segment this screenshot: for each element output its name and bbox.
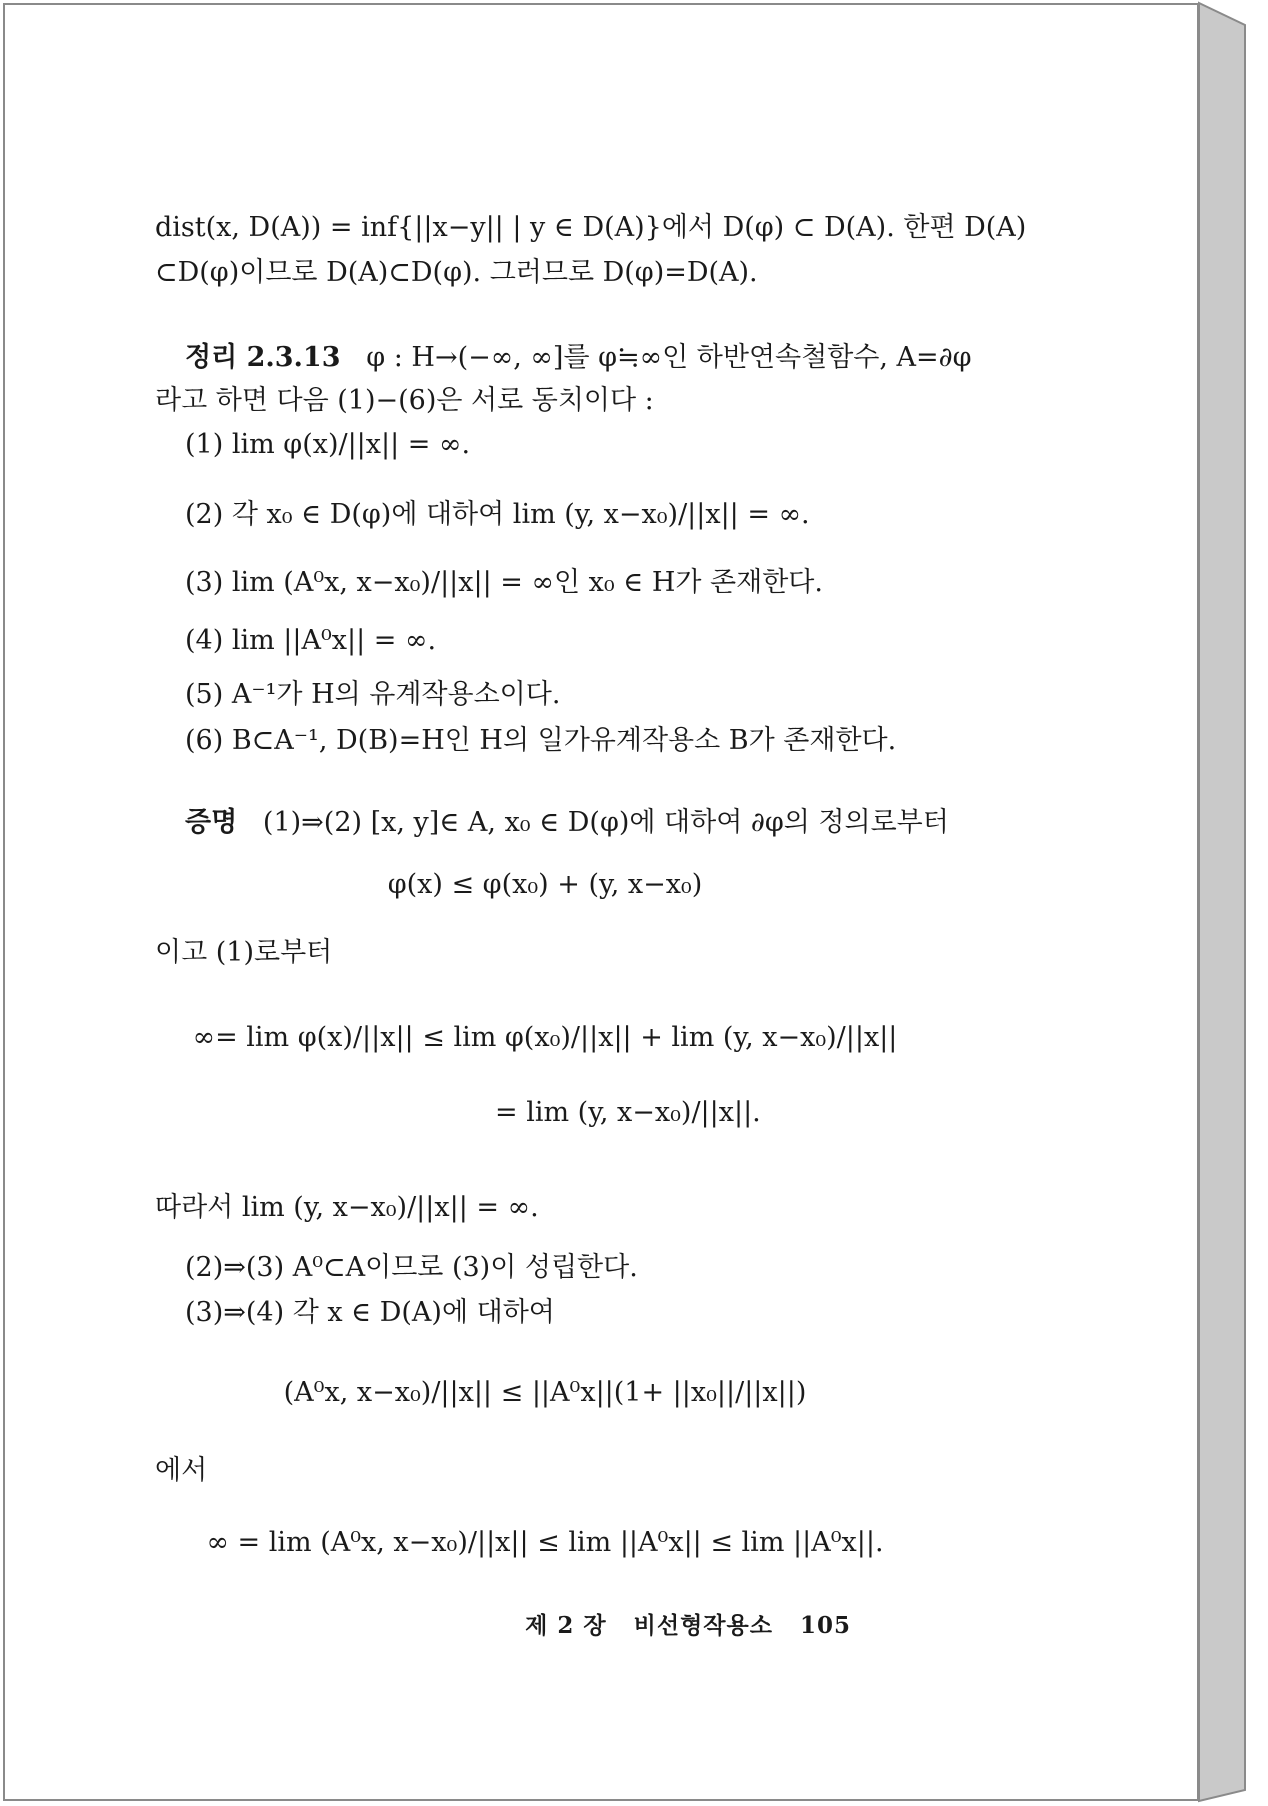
proof-line-1: [185, 805, 949, 841]
proof-line-5: (3)⇒(4) 각 x ∈ D(A)에 대하여: [185, 1297, 555, 1328]
line-dist: dist(x, D(A)) = inf{||x−y|| | y ∈ D(A)}에서 D(φ) ⊂ D(A). 한편 D(A): [155, 212, 1027, 243]
equation-2b: = lim (y, x−x₀)/||x||.: [495, 1097, 761, 1128]
theorem-statement: φ : H→(−∞, ∞]를 φ≒∞인 하반연속철함수, A=∂φ: [366, 342, 972, 373]
footer-title: 비선형작용소: [633, 1612, 773, 1639]
condition-1: (1) lim φ(x)/||x|| = ∞.: [185, 429, 471, 460]
page-number: 105: [799, 1612, 851, 1639]
condition-3: (3) lim (A⁰x, x−x₀)/||x|| = ∞인 x₀ ∈ H가 존재한다.: [185, 567, 823, 598]
condition-5: (5) A⁻¹가 H의 유계작용소이다.: [185, 679, 561, 710]
proof-line-6: 에서: [155, 1455, 208, 1486]
equation-3: (A⁰x, x−x₀)/||x|| ≤ ||A⁰x||(1+ ||x₀||/||x||): [283, 1377, 807, 1408]
equation-4: ∞ = lim (A⁰x, x−x₀)/||x|| ≤ lim ||A⁰x|| ≤ lim ||A⁰x||.: [206, 1527, 884, 1558]
proof-line-4: (2)⇒(3) A⁰⊂A이므로 (3)이 성립한다.: [185, 1252, 638, 1283]
theorem-line: [185, 340, 972, 376]
line-closure: ⊂D(φ)이므로 D(A)⊂D(φ). 그러므로 D(φ)=D(A).: [155, 257, 758, 288]
page-footer: [525, 1610, 851, 1641]
proof-line-2: 이고 (1)로부터: [155, 937, 333, 968]
theorem-line-2: 라고 하면 다음 (1)−(6)은 서로 동치이다 :: [155, 385, 654, 416]
condition-6: (6) B⊂A⁻¹, D(B)=H인 H의 일가유계작용소 B가 존재한다.: [185, 725, 897, 756]
equation-1: φ(x) ≤ φ(x₀) + (y, x−x₀): [387, 869, 703, 900]
proof-line-3: 따라서 lim (y, x−x₀)/||x|| = ∞.: [155, 1192, 539, 1223]
proof-step-1: (1)⇒(2) [x, y]∈ A, x₀ ∈ D(φ)에 대하여 ∂φ의 정의로부터: [262, 807, 949, 838]
footer-chapter: 제 2 장: [525, 1612, 607, 1639]
page: [3, 3, 1199, 1801]
condition-4: (4) lim ||A⁰x|| = ∞.: [185, 625, 437, 656]
page-text: [5, 5, 1201, 1803]
condition-2: (2) 각 x₀ ∈ D(φ)에 대하여 lim (y, x−x₀)/||x|| = ∞.: [185, 499, 810, 530]
theorem-heading: 정리 2.3.13: [185, 342, 341, 373]
proof-heading: 증명: [185, 807, 238, 838]
equation-2a: ∞= lim φ(x)/||x|| ≤ lim φ(x₀)/||x|| + lim (y, x−x₀)/||x||: [192, 1022, 898, 1053]
